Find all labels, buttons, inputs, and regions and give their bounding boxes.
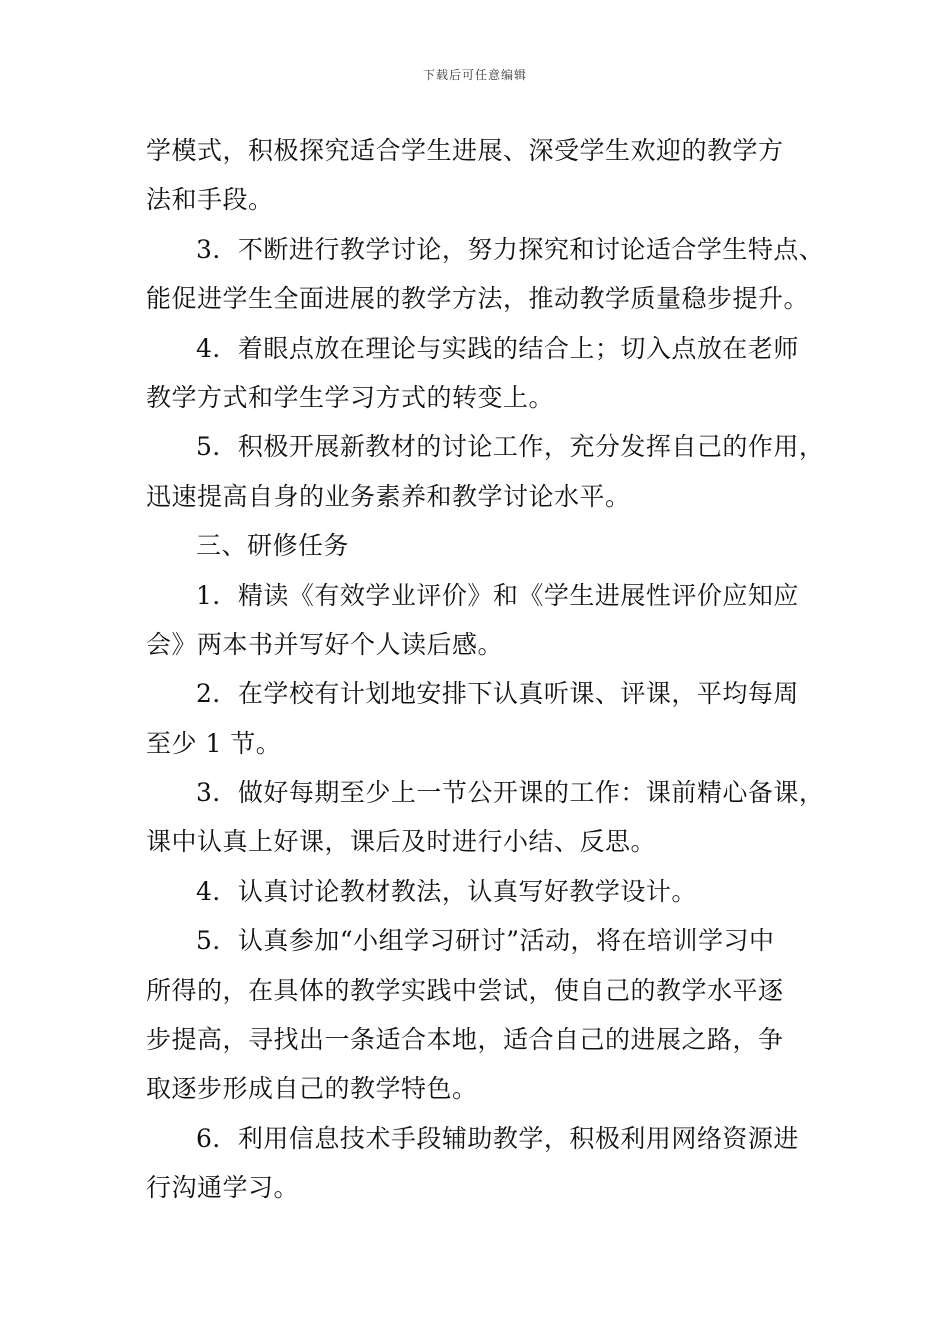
text-line: 课中认真上好课，课后及时进行小结、反思。 [146,827,657,857]
text-line: 3．做好每期至少上一节公开课的工作：课前精心备课， [196,778,825,808]
section-heading: 三、研修任务 [196,531,350,561]
document-body [146,126,826,1213]
text-line: 步提高，寻找出一条适合本地，适合自己的进展之路，争 [146,1025,784,1055]
text-line: 取逐步形成自己的教学特色。 [146,1074,478,1104]
text-line: 3．不断进行教学讨论，努力探究和讨论适合学生特点、 [196,234,825,264]
page-header: 下载后可任意编辑 [422,68,527,82]
text-line: 5．积极开展新教材的讨论工作，充分发挥自己的作用， [196,432,825,462]
text-line: 5．认真参加“小组学习研讨”活动，将在培训学习中 [196,926,775,956]
text-line: 2．在学校有计划地安排下认真听课、评课，平均每周 [196,679,799,709]
text-line: 至少 1 节。 [146,728,282,758]
text-line: 所得的，在具体的教学实践中尝试，使自己的教学水平逐 [146,975,784,1005]
text-line: 4．认真讨论教材教法，认真写好教学设计。 [196,876,697,906]
text-line: 1．精读《有效学业评价》和《学生进展性评价应知应 [196,580,799,610]
text-line: 教学方式和学生学习方式的转变上。 [146,382,555,412]
text-line: 4．着眼点放在理论与实践的结合上；切入点放在老师 [196,333,799,363]
text-line: 迅速提高自身的业务素养和教学讨论水平。 [146,481,631,511]
text-line: 学模式，积极探究适合学生进展、深受学生欢迎的教学方 [146,136,784,165]
text-line: 6．利用信息技术手段辅助教学，积极利用网络资源进 [196,1123,799,1153]
text-line: 会》两本书并写好个人读后感。 [146,629,504,659]
text-line: 法和手段。 [146,185,274,215]
text-line: 能促进学生全面进展的教学方法，推动教学质量稳步提升。 [146,284,810,314]
text-line: 行沟通学习。 [146,1173,300,1203]
